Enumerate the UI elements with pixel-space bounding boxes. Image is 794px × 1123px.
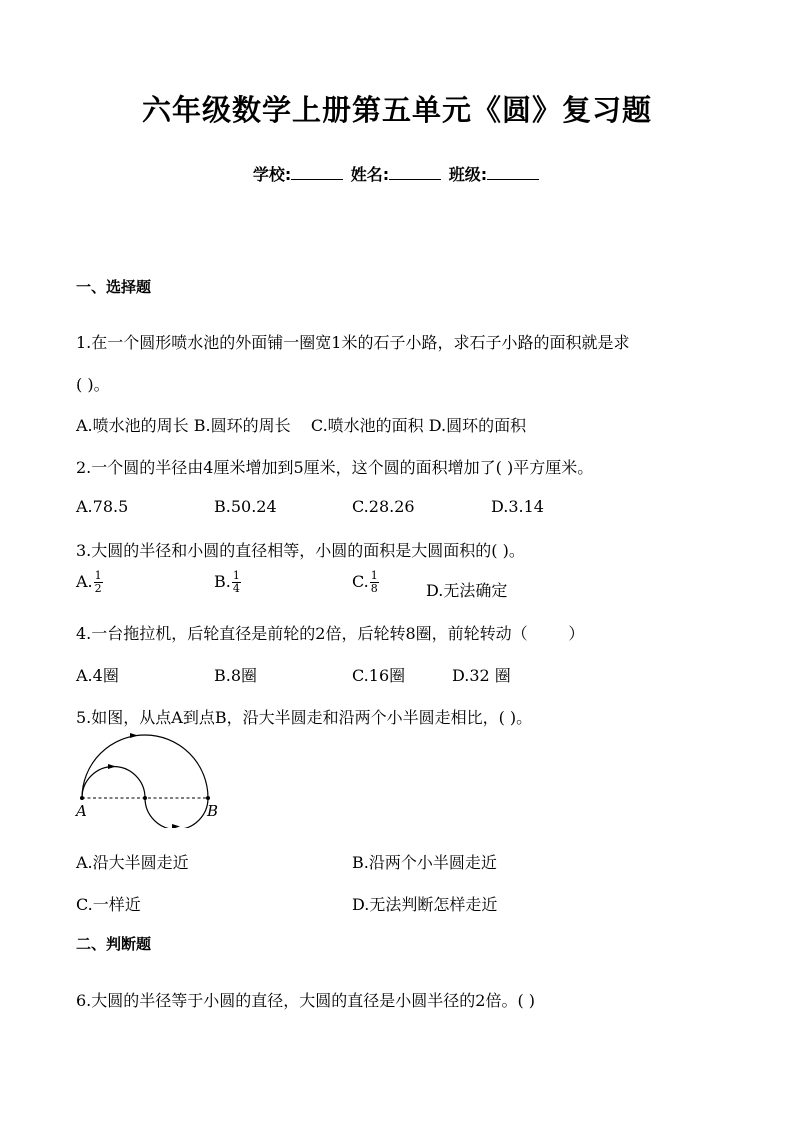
question-4-text: 4.一台拖拉机，后轮直径是前轮的2倍，后轮转8圈，前轮转动（ ） [76, 624, 585, 643]
figure-label-a: A [76, 802, 87, 820]
question-1-line-1: 1.在一个圆形喷水池的外面铺一圈宽1米的石子小路，求石子小路的面积就是求 [76, 333, 630, 352]
small-lower-semicircle-path [145, 798, 208, 828]
question-3-option-b [214, 570, 241, 595]
question-3-text: 3.大圆的半径和小圆的直径相等，小圆的面积是大圆面积的( )。 [76, 541, 525, 560]
question-5-text: 5.如图，从点A到点B，沿大半圆走和沿两个小半圆走相比，( )。 [76, 708, 533, 727]
question-5-option-d: D.无法判断怎样走近 [352, 895, 498, 914]
name-blank[interactable] [389, 165, 441, 180]
school-label: 学校: [252, 165, 292, 184]
large-semicircle-path [82, 735, 208, 798]
point-b-dot [206, 796, 210, 800]
question-6-text: 6.大圆的半径等于小圆的直径，大圆的直径是小圆半径的2倍。( ) [76, 991, 536, 1010]
question-1-options: A.喷水池的周长 B.圆环的周长 C.喷水池的面积 D.圆环的面积 [76, 416, 527, 435]
section-heading-choice: 一、选择题 [76, 278, 152, 296]
option-a-letter: A. [76, 572, 93, 591]
question-5-option-a: A.沿大半圆走近 [76, 853, 189, 872]
question-3-option-a [76, 570, 103, 595]
fraction-one-half: $\frac{1}{2}$ [94, 569, 102, 595]
class-label: 班级: [448, 165, 488, 184]
page-title: 六年级数学上册第五单元《圆》复习题 [141, 93, 652, 127]
fraction-one-quarter: $\frac{1}{4}$ [232, 569, 240, 595]
question-3-option-d: D.无法确定 [426, 581, 508, 600]
question-2-text: 2.一个圆的半径由4厘米增加到5厘米，这个圆的面积增加了( )平方厘米。 [76, 458, 594, 477]
semicircle-path-figure [70, 728, 230, 828]
school-blank[interactable] [291, 165, 343, 180]
question-4-option-d: D.32 圈 [452, 666, 511, 685]
question-2-option-b: B.50.24 [214, 497, 277, 516]
small-upper-semicircle-path [82, 767, 145, 799]
question-4-option-a: A.4圈 [76, 666, 119, 685]
question-4-option-b: B.8圈 [214, 666, 258, 685]
arrow-large-arc-icon [130, 733, 138, 738]
question-1-line-2: ( )。 [76, 375, 110, 394]
midpoint-dot [143, 796, 147, 800]
question-2-option-d: D.3.14 [491, 497, 544, 516]
fraction-one-eighth: $\frac{1}{8}$ [370, 569, 378, 595]
section-heading-judgement: 二、判断题 [76, 935, 152, 953]
question-5-option-c: C.一样近 [76, 895, 141, 914]
question-2-option-a: A.78.5 [76, 497, 129, 516]
arrow-small-upper-arc-icon [108, 764, 116, 769]
name-label: 姓名: [350, 165, 390, 184]
question-3-option-c [352, 570, 379, 595]
arrow-small-lower-arc-icon [172, 824, 180, 828]
option-b-letter: B. [214, 572, 231, 591]
point-a-dot [80, 796, 84, 800]
question-2-option-c: C.28.26 [352, 497, 415, 516]
question-5-option-b: B.沿两个小半圆走近 [352, 853, 497, 872]
question-4-option-c: C.16圈 [352, 666, 406, 685]
figure-label-b: B [207, 802, 219, 820]
student-info-line [0, 162, 794, 185]
class-blank[interactable] [487, 165, 539, 180]
option-c-letter: C. [352, 572, 369, 591]
